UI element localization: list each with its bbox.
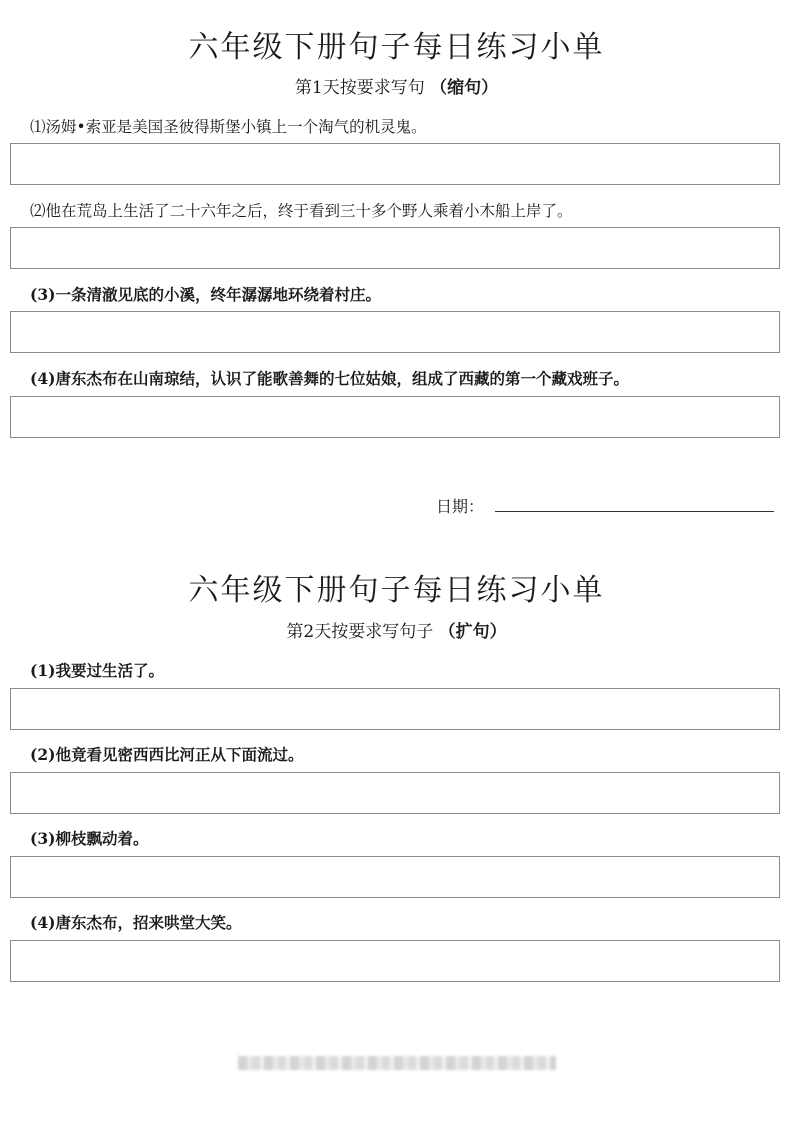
sheet2-subtitle-tag: （扩句） bbox=[438, 622, 507, 642]
sheet1-answer-box-4[interactable] bbox=[10, 396, 780, 438]
sheet2-question-4: (4)唐东杰布，招来哄堂大笑。 bbox=[30, 913, 242, 932]
sheet1-title: 六年级下册句子每日练习小单 bbox=[188, 30, 605, 65]
sheet2-title: 六年级下册句子每日练习小单 bbox=[188, 573, 605, 608]
sheet2-subtitle bbox=[0, 617, 793, 642]
sheet2-answer-box-2[interactable] bbox=[10, 772, 780, 814]
sheet1-question-4: (4)唐东杰布在山南琼结，认识了能歌善舞的七位姑娘，组成了西藏的第一个藏戏班子。 bbox=[30, 369, 629, 388]
date-label: 日期： bbox=[436, 497, 485, 516]
sheet1-subtitle-tag: （缩句） bbox=[430, 78, 499, 98]
sheet2-question-2: (2)他竟看见密西西比河正从下面流过。 bbox=[30, 745, 304, 764]
sheet1-question-1: ⑴汤姆•索亚是美国圣彼得斯堡小镇上一个淘气的机灵鬼。 bbox=[30, 118, 427, 136]
sheet1-question-3: (3)一条清澈见底的小溪，终年潺潺地环绕着村庄。 bbox=[30, 285, 381, 304]
sheet2-answer-box-3[interactable] bbox=[10, 856, 780, 898]
sheet2-subtitle-main: 第2天按要求写句子 bbox=[286, 622, 434, 642]
sheet1-answer-box-2[interactable] bbox=[10, 227, 780, 269]
footer-watermark bbox=[238, 1056, 556, 1070]
sheet1-subtitle-main: 第1天按要求写句 bbox=[294, 78, 425, 98]
sheet1-answer-box-1[interactable] bbox=[10, 143, 780, 185]
sheet1-question-2: ⑵他在荒岛上生活了二十六年之后，终于看到三十多个野人乘着小木船上岸了。 bbox=[30, 202, 573, 220]
sheet1-answer-box-3[interactable] bbox=[10, 311, 780, 353]
sheet2-answer-box-1[interactable] bbox=[10, 688, 780, 730]
date-input-line[interactable] bbox=[495, 511, 774, 512]
sheet2-question-1: (1)我要过生活了。 bbox=[30, 661, 164, 680]
sheet1-subtitle bbox=[0, 73, 793, 98]
sheet2-answer-box-4[interactable] bbox=[10, 940, 780, 982]
sheet2-question-3: (3)柳枝飘动着。 bbox=[30, 829, 149, 848]
